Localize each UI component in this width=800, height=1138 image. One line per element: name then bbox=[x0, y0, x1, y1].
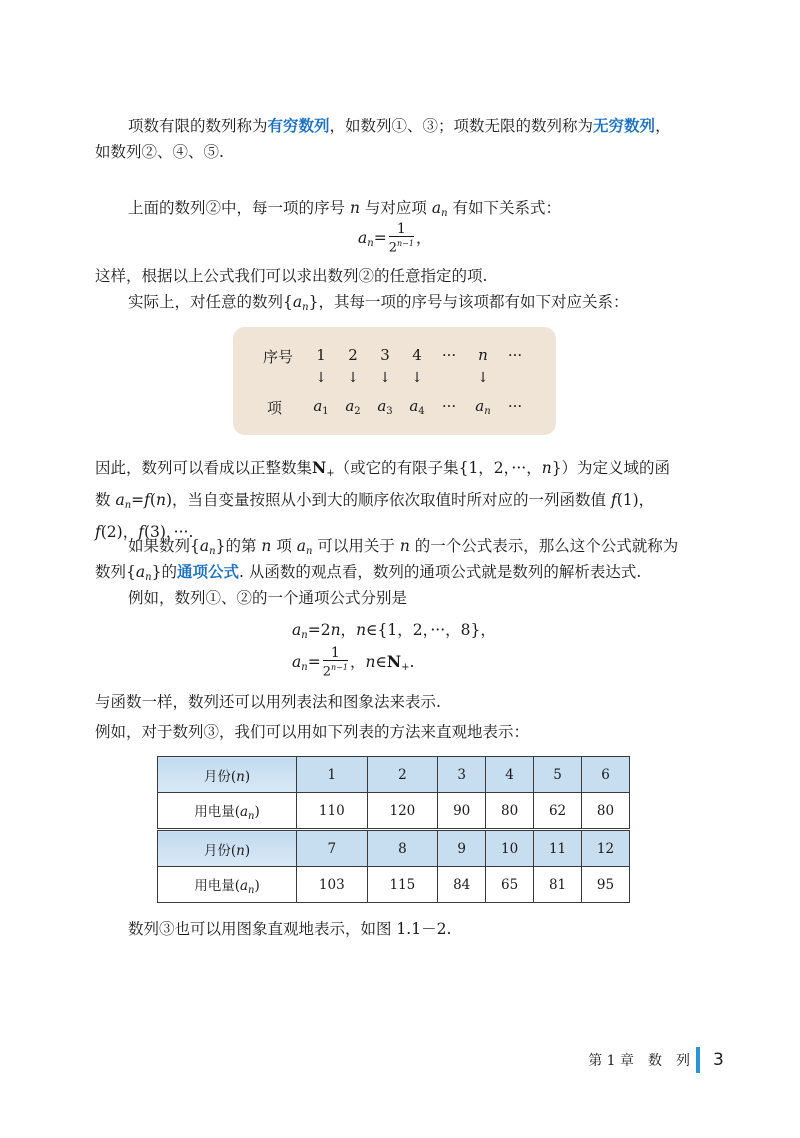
index-ellipsis: ··· bbox=[441, 346, 457, 364]
term-infinite-sequence: 无穷数列 bbox=[593, 116, 656, 135]
page-number: 3 bbox=[713, 1050, 724, 1070]
paragraph-function-view: 因此，数列可以看成以正整数集$N_+$（或它的有限子集{1，2，···，n}）为定义域的函 数 $a_n=f(n)$，当自变量按照从小到大的顺序依次取值时所对应的一列函数值 f(1)， f(2)，f(3)，···. bbox=[95, 458, 671, 541]
paragraph-table-intro: 例如，对于数列③，我们可以用如下列表的方法来直观地表示： bbox=[95, 723, 530, 741]
term-an: $a_n$ bbox=[475, 397, 491, 417]
table-cell: 80 bbox=[486, 793, 534, 830]
paragraph-example-formulas: 例如，数列①、②的一个通项公式分别是 bbox=[128, 589, 408, 607]
table-cell: 12 bbox=[582, 830, 630, 867]
term-a1: $a_1$ bbox=[313, 397, 329, 417]
term-finite-sequence: 有穷数列 bbox=[267, 116, 330, 135]
term-label: 项 bbox=[267, 399, 283, 417]
paragraph-general-formula-cont: 数列$\{a_n\}$的通项公式. 从函数的观点看，数列的通项公式就是数列的解析表达式. bbox=[95, 562, 642, 583]
term-a4: $a_4$ bbox=[409, 397, 425, 417]
index-label: 序号 bbox=[263, 348, 294, 366]
paragraph-compute-terms: 这样，根据以上公式我们可以求出数列②的任意指定的项. bbox=[95, 267, 488, 285]
arrow-down-icon: ↓ bbox=[315, 370, 327, 386]
paragraph-table-graph: 与函数一样，数列还可以用列表法和图象法来表示. bbox=[95, 693, 441, 711]
paragraph-graph-ref: 数列③也可以用图象直观地表示，如图 1.1－2. bbox=[128, 920, 452, 938]
index-2: 2 bbox=[348, 346, 358, 364]
term-general-formula: 通项公式 bbox=[176, 562, 239, 581]
table-cell: 2 bbox=[367, 757, 438, 793]
table-cell: 84 bbox=[438, 867, 486, 903]
table-cell: 110 bbox=[297, 793, 368, 830]
table-row bbox=[158, 793, 630, 830]
table-cell: 95 bbox=[582, 867, 630, 903]
term-ellipsis-2: ··· bbox=[507, 397, 523, 415]
formula-seq1: $a_n=2n$，n∈{1，2，···，8}， bbox=[292, 621, 496, 641]
index-ellipsis-2: ··· bbox=[507, 346, 523, 364]
table-cell: 6 bbox=[582, 757, 630, 793]
paragraph-finite-infinite: 项数有限的数列称为有穷数列，如数列①、③；项数无限的数列称为无穷数列， bbox=[128, 116, 671, 135]
index-term-mapping-box bbox=[233, 327, 556, 435]
table-cell: 8 bbox=[367, 830, 438, 867]
arrow-row bbox=[233, 370, 556, 394]
table-row bbox=[158, 830, 630, 867]
paragraph-correspondence: 实际上，对任意的数列$\{a_n\}$，其每一项的序号与该项都有如下对应关系： bbox=[128, 293, 629, 313]
table-cell: 5 bbox=[534, 757, 582, 793]
table-row bbox=[158, 867, 630, 903]
usage-header: 用电量$(a_n)$ bbox=[158, 793, 297, 830]
index-3: 3 bbox=[380, 346, 390, 364]
paragraph-general-formula: 如果数列$\{a_n\}$的第 n 项 $a_n$ 可以用关于 n 的一个公式表示，那么这个公式就称为 bbox=[128, 537, 679, 557]
chapter-footer: 第 1 章 数 列 bbox=[588, 1053, 690, 1069]
footer-divider bbox=[696, 1047, 700, 1073]
table-cell: 115 bbox=[367, 867, 438, 903]
arrow-down-icon: ↓ bbox=[379, 370, 391, 386]
table-cell: 103 bbox=[297, 867, 368, 903]
term-row bbox=[233, 397, 556, 421]
table-cell: 7 bbox=[297, 830, 368, 867]
table-cell: 81 bbox=[534, 867, 582, 903]
electricity-usage-table bbox=[157, 756, 630, 903]
arrow-down-icon: ↓ bbox=[411, 370, 423, 386]
usage-header: 用电量$(a_n)$ bbox=[158, 867, 297, 903]
index-1: 1 bbox=[316, 346, 326, 364]
index-row bbox=[233, 346, 556, 370]
index-4: 4 bbox=[412, 346, 422, 364]
arrow-down-icon: ↓ bbox=[477, 370, 489, 386]
term-a2: $a_2$ bbox=[345, 397, 361, 417]
table-cell: 62 bbox=[534, 793, 582, 830]
table-cell: 80 bbox=[582, 793, 630, 830]
table-cell: 120 bbox=[367, 793, 438, 830]
paragraph-relation-intro: 上面的数列②中，每一项的序号 n 与对应项 $a_n$ 有如下关系式： bbox=[128, 199, 561, 219]
term-ellipsis: ··· bbox=[441, 397, 457, 415]
table-row bbox=[158, 757, 630, 793]
formula-general-term: $a_n=$ $\frac{1}{2^{n-1}}$ ， bbox=[358, 221, 432, 256]
table-cell: 90 bbox=[438, 793, 486, 830]
table-cell: 3 bbox=[438, 757, 486, 793]
table-cell: 4 bbox=[486, 757, 534, 793]
month-header: 月份(n) bbox=[158, 830, 297, 867]
table-cell: 65 bbox=[486, 867, 534, 903]
month-header: 月份(n) bbox=[158, 757, 297, 793]
formula-seq2: $a_n=$ $\frac{1}{2^{n-1}}$ ，$n\in N_+$. bbox=[292, 645, 415, 680]
table-cell: 9 bbox=[438, 830, 486, 867]
arrow-down-icon: ↓ bbox=[347, 370, 359, 386]
paragraph-finite-infinite-cont: 如数列②、④、⑤. bbox=[95, 143, 224, 161]
table-cell: 11 bbox=[534, 830, 582, 867]
term-a3: $a_3$ bbox=[377, 397, 393, 417]
index-n: n bbox=[478, 346, 488, 364]
table-cell: 1 bbox=[297, 757, 368, 793]
table-cell: 10 bbox=[486, 830, 534, 867]
